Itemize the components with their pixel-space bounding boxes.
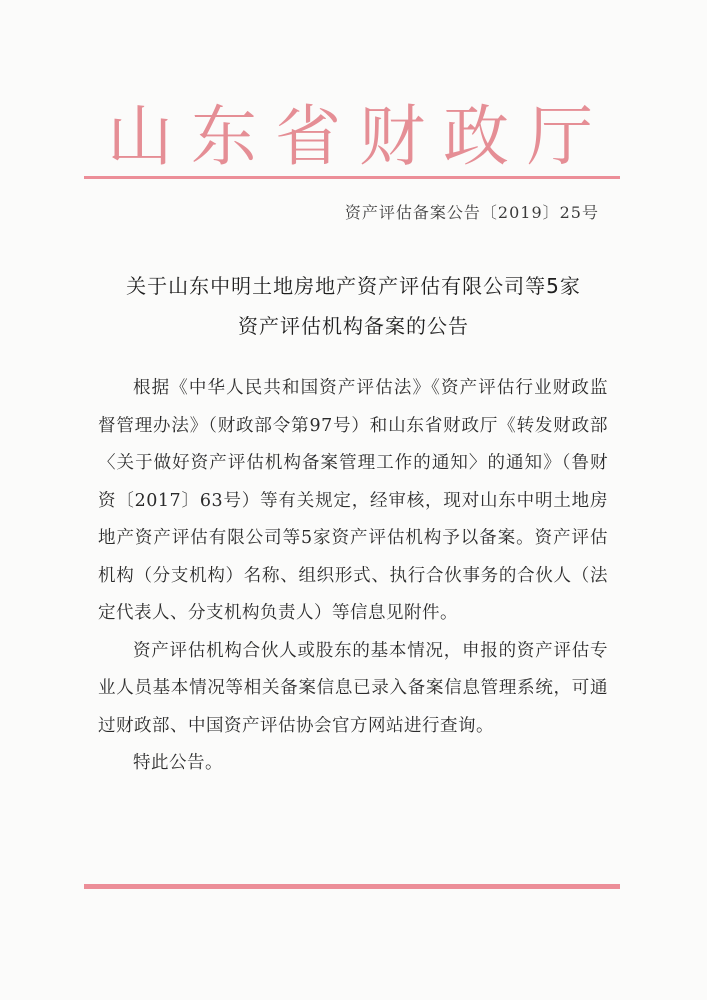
header-red-rule xyxy=(84,176,620,179)
body-paragraph-1: 根据《中华人民共和国资产评估法》《资产评估行业财政监督管理办法》（财政部令第97号）和山东省财政厅《转发财政部〈关于做好资产评估机构备案管理工作的通知〉的通知》（鲁财资〔2017〕63号）等有关规定，经审核，现对山东中明土地房地产资产评估有限公司等5家资产评估机构予以备案。资产评估机构（分支机构）名称、组织形式、执行合伙事务的合伙人（法定代表人、分支机构负责人）等信息见附件。 xyxy=(98,378,608,623)
document-title-line-2: 资产评估机构备案的公告 xyxy=(238,314,469,338)
document-title-line-1: 关于山东中明土地房地产资产评估有限公司等5家 xyxy=(126,274,581,298)
document-number: 资产评估备案公告〔2019〕25号 xyxy=(344,203,599,222)
body-paragraph-2: 资产评估机构合伙人或股东的基本情况，申报的资产评估专业人员基本情况等相关备案信息已录入备案信息管理系统，可通过财政部、中国资产评估协会官方网站进行查询。 xyxy=(98,640,608,736)
closing-line: 特此公告。 xyxy=(133,753,223,773)
document-body xyxy=(98,370,608,783)
footer-red-rule xyxy=(84,884,620,889)
issuing-authority-header: 山东省财政厅 xyxy=(107,98,611,175)
